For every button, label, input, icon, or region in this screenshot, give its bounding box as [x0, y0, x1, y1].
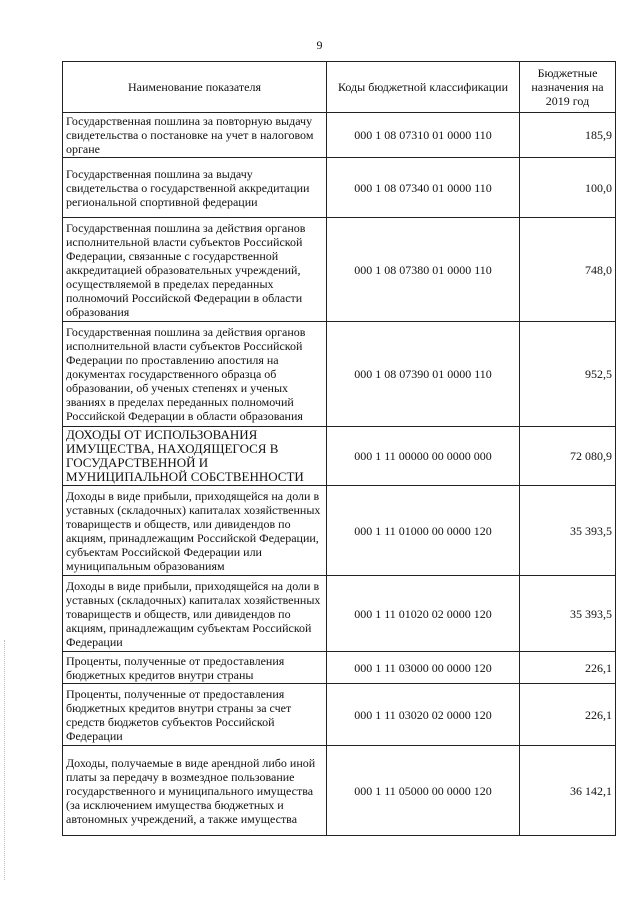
- row-name: Доходы, получаемые в виде арендной либо иной платы за передачу в возмездное пользование государственного и муниципального имущества (за исключением имущества бюджетных и автономных учреждений, а также имущества: [63, 746, 327, 836]
- row-name: Государственная пошлина за повторную выдачу свидетельства о постановке на учет в налоговом органе: [63, 113, 327, 158]
- row-value: 952,5: [520, 322, 616, 427]
- row-name: Проценты, полученные от предоставления бюджетных кредитов внутри страны за счет средств бюджетов субъектов Российской Федерации: [63, 684, 327, 746]
- table-row: [63, 576, 616, 652]
- table-row: [63, 322, 616, 427]
- row-code: 000 1 11 01000 00 0000 120: [327, 486, 520, 576]
- table-row: [63, 218, 616, 322]
- row-code: 000 1 11 03000 00 0000 120: [327, 652, 520, 684]
- table-row: [63, 684, 616, 746]
- budget-table: [62, 61, 616, 836]
- row-value: 185,9: [520, 113, 616, 158]
- row-code: 000 1 08 07380 01 0000 110: [327, 218, 520, 322]
- row-value: 35 393,5: [520, 486, 616, 576]
- table-header-row: [63, 62, 616, 113]
- row-value: 226,1: [520, 684, 616, 746]
- row-value: 100,0: [520, 158, 616, 218]
- header-budget-code: Коды бюджетной классификации: [327, 62, 520, 113]
- row-name: Проценты, полученные от предоставления бюджетных кредитов внутри страны: [63, 652, 327, 684]
- row-code: 000 1 08 07340 01 0000 110: [327, 158, 520, 218]
- row-name: Государственная пошлина за действия органов исполнительной власти субъектов Российской Федерации, связанные с государственной аккредитацией образовательных учреждений, осуществляемой в пределах переданных полномочий Российской Федерации в области образования: [63, 218, 327, 322]
- table-row: [63, 652, 616, 684]
- row-value: 226,1: [520, 652, 616, 684]
- table-row: [63, 158, 616, 218]
- header-budget-amount: Бюджетные назначения на 2019 год: [520, 62, 616, 113]
- row-name: Государственная пошлина за выдачу свидетельства о государственной аккредитации региональной спортивной федерации: [63, 158, 327, 218]
- row-code: 000 1 08 07310 01 0000 110: [327, 113, 520, 158]
- row-value: 36 142,1: [520, 746, 616, 836]
- row-code: 000 1 08 07390 01 0000 110: [327, 322, 520, 427]
- table-row: [63, 427, 616, 486]
- scan-margin-dots: [4, 640, 7, 880]
- row-name: Доходы в виде прибыли, приходящейся на доли в уставных (складочных) капиталах хозяйственных товариществ и обществ, или дивидендов по акциям, принадлежащим Российской Федерации, субъектам Российской Федерации или муниципальным образованиям: [63, 486, 327, 576]
- table-row: [63, 486, 616, 576]
- page-number: 9: [316, 38, 323, 52]
- row-value: 35 393,5: [520, 576, 616, 652]
- header-indicator-name: Наименование показателя: [63, 62, 327, 113]
- table-row: [63, 746, 616, 836]
- row-code: 000 1 11 00000 00 0000 000: [327, 427, 520, 486]
- row-name: Государственная пошлина за действия органов исполнительной власти субъектов Российской Федерации по проставлению апостиля на документах государственного образца об образовании, об ученых степенях и ученых званиях в пределах переданных полномочий Российской Федерации в области образования: [63, 322, 327, 427]
- row-value: 72 080,9: [520, 427, 616, 486]
- row-code: 000 1 11 01020 02 0000 120: [327, 576, 520, 652]
- row-code: 000 1 11 03020 02 0000 120: [327, 684, 520, 746]
- table-row: [63, 113, 616, 158]
- row-name: ДОХОДЫ ОТ ИСПОЛЬЗОВАНИЯ ИМУЩЕСТВА, НАХОДЯЩЕГОСЯ В ГОСУДАРСТВЕННОЙ И МУНИЦИПАЛЬНОЙ СОБСТВЕННОСТИ: [63, 427, 327, 486]
- row-name: Доходы в виде прибыли, приходящейся на доли в уставных (складочных) капиталах хозяйственных товариществ и обществ, или дивидендов по акциям, принадлежащим субъектам Российской Федерации: [63, 576, 327, 652]
- row-code: 000 1 11 05000 00 0000 120: [327, 746, 520, 836]
- row-value: 748,0: [520, 218, 616, 322]
